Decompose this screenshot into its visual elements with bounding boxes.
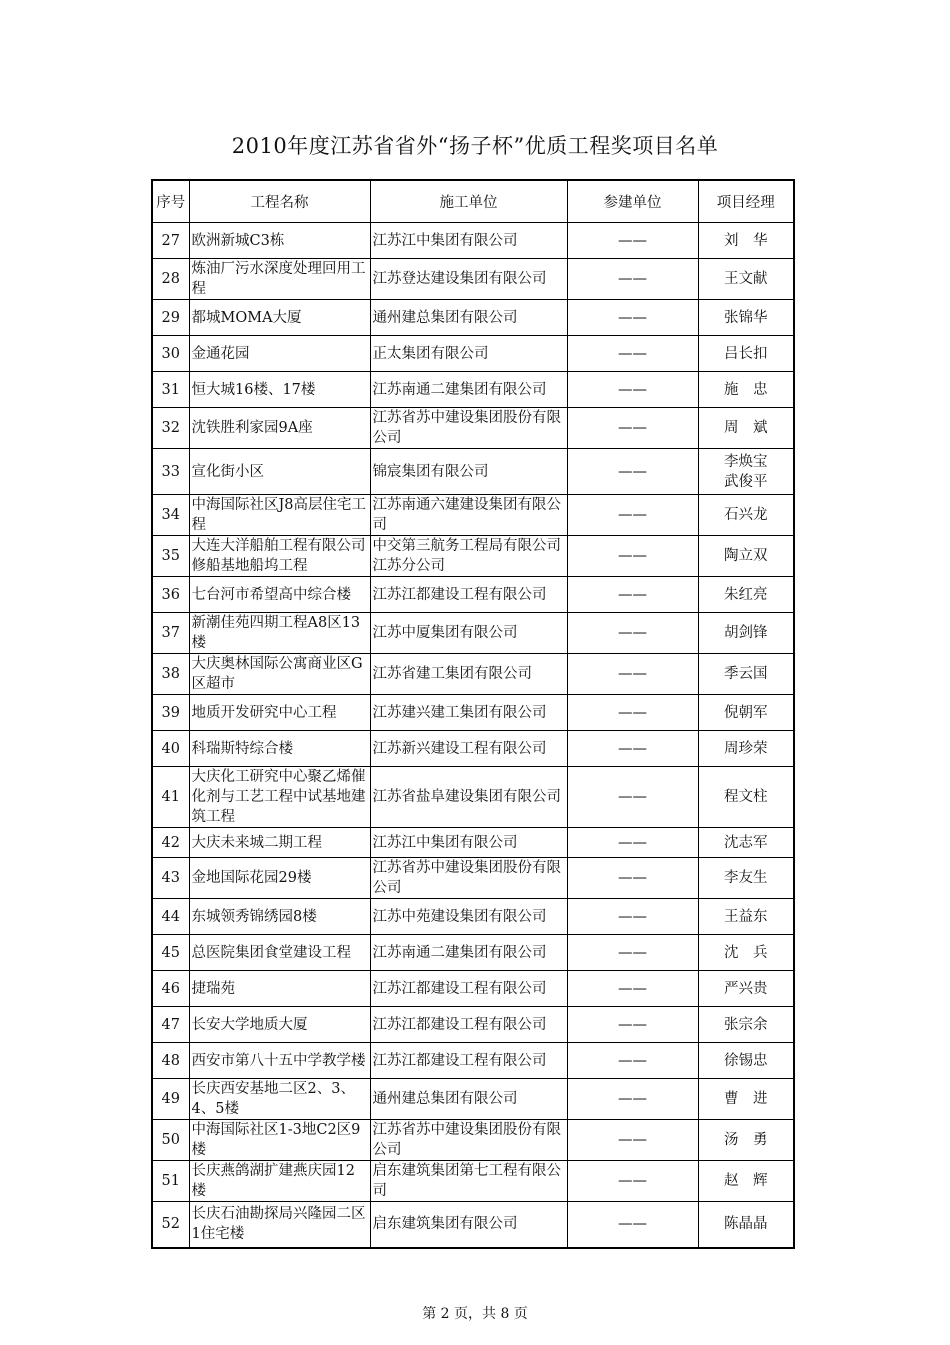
project-name: 都城MOMA大厦 [189, 300, 370, 336]
row-number: 34 [152, 495, 189, 536]
project-name: 总医院集团食堂建设工程 [189, 935, 370, 971]
manager-name: 程文柱 [698, 767, 794, 828]
partner-name: —— [567, 1161, 698, 1202]
partner-name: —— [567, 300, 698, 336]
row-number: 40 [152, 731, 189, 767]
builder-name: 江苏南通二建集团有限公司 [370, 372, 567, 408]
table-row [152, 935, 794, 971]
builder-name: 通州建总集团有限公司 [370, 300, 567, 336]
builder-name: 通州建总集团有限公司 [370, 1079, 567, 1120]
project-name: 长安大学地质大厦 [189, 1007, 370, 1043]
table-row [152, 259, 794, 300]
row-number: 35 [152, 536, 189, 577]
table-row [152, 536, 794, 577]
manager-name: 施 忠 [698, 372, 794, 408]
project-table [151, 179, 795, 1249]
page-footer: 第 2 页，共 8 页 [422, 1306, 528, 1322]
table-row [152, 577, 794, 613]
project-name: 捷瑞苑 [189, 971, 370, 1007]
builder-name: 江苏登达建设集团有限公司 [370, 259, 567, 300]
table-row [152, 300, 794, 336]
project-name: 新潮佳苑四期工程A8区13楼 [189, 613, 370, 654]
project-name: 长庆西安基地二区2、3、4、5楼 [189, 1079, 370, 1120]
project-name: 金地国际花园29楼 [189, 858, 370, 899]
row-number: 42 [152, 828, 189, 858]
partner-name: —— [567, 1079, 698, 1120]
builder-name: 江苏中厦集团有限公司 [370, 613, 567, 654]
partner-name: —— [567, 408, 698, 449]
project-name: 长庆石油勘探局兴隆园二区1住宅楼 [189, 1202, 370, 1248]
row-number: 48 [152, 1043, 189, 1079]
builder-name: 江苏江中集团有限公司 [370, 223, 567, 259]
project-name: 中海国际社区J8高层住宅工程 [189, 495, 370, 536]
col-header-builder: 施工单位 [370, 180, 567, 223]
manager-name: 王益东 [698, 899, 794, 935]
table-row [152, 971, 794, 1007]
manager-name: 李友生 [698, 858, 794, 899]
partner-name: —— [567, 536, 698, 577]
table-row [152, 408, 794, 449]
builder-name: 江苏中苑建设集团有限公司 [370, 899, 567, 935]
table-row [152, 449, 794, 495]
manager-name: 曹 进 [698, 1079, 794, 1120]
row-number: 33 [152, 449, 189, 495]
manager-name: 倪朝军 [698, 695, 794, 731]
builder-name: 江苏江都建设工程有限公司 [370, 1043, 567, 1079]
table-row [152, 613, 794, 654]
row-number: 32 [152, 408, 189, 449]
table-row [152, 828, 794, 858]
table-row [152, 1043, 794, 1079]
table-row [152, 223, 794, 259]
builder-name: 中交第三航务工程局有限公司江苏分公司 [370, 536, 567, 577]
builder-name: 江苏新兴建设工程有限公司 [370, 731, 567, 767]
row-number: 50 [152, 1120, 189, 1161]
row-number: 41 [152, 767, 189, 828]
row-number: 29 [152, 300, 189, 336]
project-name: 金通花园 [189, 336, 370, 372]
partner-name: —— [567, 223, 698, 259]
row-number: 31 [152, 372, 189, 408]
table-row [152, 495, 794, 536]
project-name: 欧洲新城C3栋 [189, 223, 370, 259]
project-name: 炼油厂污水深度处理回用工程 [189, 259, 370, 300]
project-name: 七台河市希望高中综合楼 [189, 577, 370, 613]
partner-name: —— [567, 1202, 698, 1248]
project-name: 地质开发研究中心工程 [189, 695, 370, 731]
builder-name: 江苏建兴建工集团有限公司 [370, 695, 567, 731]
table-row [152, 858, 794, 899]
manager-name: 刘 华 [698, 223, 794, 259]
row-number: 39 [152, 695, 189, 731]
table-row [152, 899, 794, 935]
manager-name: 季云国 [698, 654, 794, 695]
table-row [152, 372, 794, 408]
builder-name: 江苏省苏中建设集团股份有限公司 [370, 408, 567, 449]
manager-name: 王文献 [698, 259, 794, 300]
partner-name: —— [567, 613, 698, 654]
builder-name: 江苏省苏中建设集团股份有限公司 [370, 858, 567, 899]
col-header-no: 序号 [152, 180, 189, 223]
partner-name: —— [567, 577, 698, 613]
row-number: 44 [152, 899, 189, 935]
table-row [152, 654, 794, 695]
builder-name: 启东建筑集团有限公司 [370, 1202, 567, 1248]
manager-name: 陶立双 [698, 536, 794, 577]
builder-name: 正太集团有限公司 [370, 336, 567, 372]
builder-name: 江苏江都建设工程有限公司 [370, 971, 567, 1007]
table-row [152, 1120, 794, 1161]
builder-name: 江苏省盐阜建设集团有限公司 [370, 767, 567, 828]
partner-name: —— [567, 1007, 698, 1043]
partner-name: —— [567, 695, 698, 731]
builder-name: 江苏省建工集团有限公司 [370, 654, 567, 695]
project-name: 西安市第八十五中学教学楼 [189, 1043, 370, 1079]
project-name: 大庆化工研究中心聚乙烯催化剂与工艺工程中试基地建筑工程 [189, 767, 370, 828]
builder-name: 锦宸集团有限公司 [370, 449, 567, 495]
builder-name: 江苏省苏中建设集团股份有限公司 [370, 1120, 567, 1161]
partner-name: —— [567, 899, 698, 935]
table-row [152, 767, 794, 828]
project-name: 东城领秀锦绣园8楼 [189, 899, 370, 935]
project-name: 宣化街小区 [189, 449, 370, 495]
partner-name: —— [567, 1120, 698, 1161]
partner-name: —— [567, 731, 698, 767]
manager-name: 周 斌 [698, 408, 794, 449]
table-header-row [152, 180, 794, 223]
col-header-name: 工程名称 [189, 180, 370, 223]
partner-name: —— [567, 1043, 698, 1079]
manager-name: 徐锡忠 [698, 1043, 794, 1079]
table-row [152, 1007, 794, 1043]
partner-name: —— [567, 495, 698, 536]
row-number: 28 [152, 259, 189, 300]
builder-name: 江苏南通六建建设集团有限公司 [370, 495, 567, 536]
table-row [152, 731, 794, 767]
manager-name: 严兴贵 [698, 971, 794, 1007]
partner-name: —— [567, 858, 698, 899]
row-number: 52 [152, 1202, 189, 1248]
partner-name: —— [567, 654, 698, 695]
row-number: 37 [152, 613, 189, 654]
project-name: 大连大洋船舶工程有限公司修船基地船坞工程 [189, 536, 370, 577]
project-name: 科瑞斯特综合楼 [189, 731, 370, 767]
manager-name: 李焕宝 武俊平 [698, 449, 794, 495]
page-title: 2010年度江苏省省外“扬子杯”优质工程奖项目名单 [231, 134, 719, 158]
table-row [152, 336, 794, 372]
table-row [152, 1161, 794, 1202]
partner-name: —— [567, 449, 698, 495]
row-number: 30 [152, 336, 189, 372]
builder-name: 启东建筑集团第七工程有限公司 [370, 1161, 567, 1202]
manager-name: 周珍荣 [698, 731, 794, 767]
manager-name: 沈 兵 [698, 935, 794, 971]
manager-name: 张宗余 [698, 1007, 794, 1043]
builder-name: 江苏江中集团有限公司 [370, 828, 567, 858]
row-number: 43 [152, 858, 189, 899]
row-number: 27 [152, 223, 189, 259]
partner-name: —— [567, 372, 698, 408]
project-name: 恒大城16楼、17楼 [189, 372, 370, 408]
manager-name: 胡剑锋 [698, 613, 794, 654]
row-number: 49 [152, 1079, 189, 1120]
manager-name: 张锦华 [698, 300, 794, 336]
manager-name: 赵 辉 [698, 1161, 794, 1202]
manager-name: 沈志军 [698, 828, 794, 858]
manager-name: 朱红亮 [698, 577, 794, 613]
col-header-partner: 参建单位 [567, 180, 698, 223]
table-row [152, 1202, 794, 1248]
row-number: 51 [152, 1161, 189, 1202]
project-name: 大庆未来城二期工程 [189, 828, 370, 858]
project-name: 长庆燕鸽湖扩建燕庆园12楼 [189, 1161, 370, 1202]
table-row [152, 1079, 794, 1120]
partner-name: —— [567, 828, 698, 858]
partner-name: —— [567, 336, 698, 372]
row-number: 38 [152, 654, 189, 695]
builder-name: 江苏江都建设工程有限公司 [370, 577, 567, 613]
partner-name: —— [567, 971, 698, 1007]
row-number: 47 [152, 1007, 189, 1043]
table-body [152, 223, 794, 1248]
builder-name: 江苏江都建设工程有限公司 [370, 1007, 567, 1043]
col-header-manager: 项目经理 [698, 180, 794, 223]
partner-name: —— [567, 935, 698, 971]
row-number: 46 [152, 971, 189, 1007]
manager-name: 汤 勇 [698, 1120, 794, 1161]
partner-name: —— [567, 767, 698, 828]
manager-name: 石兴龙 [698, 495, 794, 536]
table-row [152, 695, 794, 731]
manager-name: 吕长扣 [698, 336, 794, 372]
row-number: 36 [152, 577, 189, 613]
project-name: 沈铁胜利家园9A座 [189, 408, 370, 449]
row-number: 45 [152, 935, 189, 971]
project-name: 中海国际社区1-3地C2区9楼 [189, 1120, 370, 1161]
builder-name: 江苏南通二建集团有限公司 [370, 935, 567, 971]
manager-name: 陈晶晶 [698, 1202, 794, 1248]
project-name: 大庆奥林国际公寓商业区G区超市 [189, 654, 370, 695]
partner-name: —— [567, 259, 698, 300]
